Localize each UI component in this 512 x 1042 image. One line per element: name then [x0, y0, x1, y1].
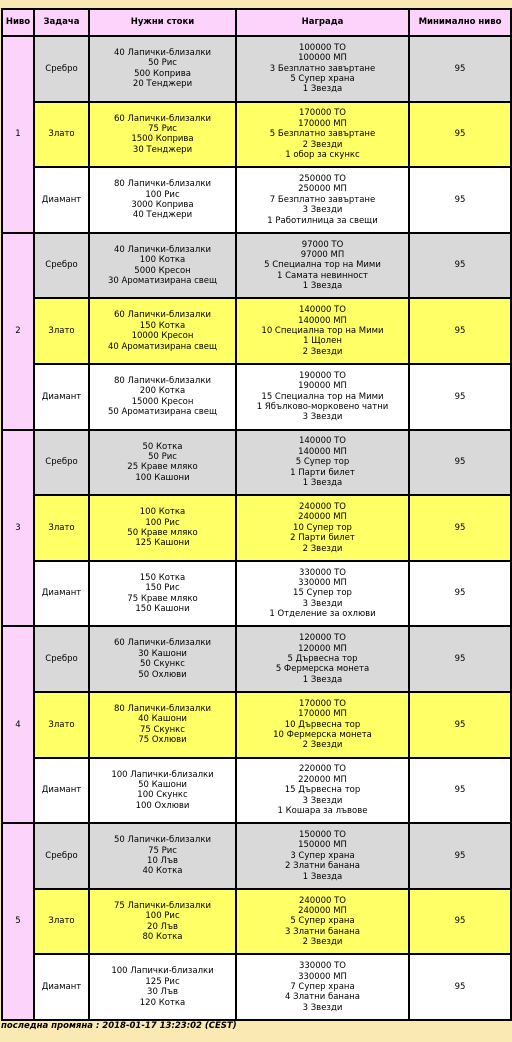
reward-line: 100000 ТО — [298, 42, 347, 53]
reward-line: 1 Звезда — [302, 477, 343, 488]
goods-line: 50 Кашони — [138, 779, 187, 790]
reward-line: 3 Звезди — [302, 598, 343, 609]
table-row — [2, 758, 511, 824]
header-row — [2, 9, 511, 36]
task-cell: Злато — [34, 692, 89, 758]
reward-line: 1 Парти билет — [290, 467, 355, 478]
goods-line: 60 Лапички-близалки — [114, 113, 211, 124]
goods-line: 10 Лъв — [147, 855, 178, 866]
reward-line: 1 Ябълково-морковено чатни — [256, 401, 389, 412]
required-goods-cell — [89, 298, 236, 364]
goods-line: 80 Лапички-близалки — [114, 703, 211, 714]
table-row — [2, 823, 511, 889]
required-goods-cell — [89, 233, 236, 299]
min-level-cell: 95 — [409, 102, 511, 168]
reward-line: 5 Супер храна — [290, 916, 355, 927]
reward-line: 3 Звезди — [302, 795, 343, 806]
required-goods-cell — [89, 954, 236, 1020]
goods-line: 100 Лапички-близалки — [111, 769, 214, 780]
goods-line: 20 Лъв — [147, 921, 178, 932]
task-cell: Злато — [34, 102, 89, 168]
reward-line: 1 Самата невинност — [277, 270, 368, 281]
reward-line: 120000 МП — [298, 643, 347, 654]
reward-line: 5 Дървесна тор — [287, 653, 358, 664]
level-cell: 4 — [2, 626, 34, 823]
min-level-cell: 95 — [409, 298, 511, 364]
goods-line: 50 Котка — [142, 441, 183, 452]
goods-line: 125 Кашони — [135, 538, 190, 549]
reward-line: 100000 МП — [298, 53, 347, 64]
task-cell: Сребро — [34, 823, 89, 889]
reward-line: 1 Звезда — [302, 674, 343, 685]
reward-line: 1 Звезда — [302, 281, 343, 292]
table-row — [2, 889, 511, 955]
goods-line: 20 Тенджери — [132, 79, 193, 90]
goods-line: 25 Краве мляко — [127, 462, 198, 473]
required-goods-cell — [89, 495, 236, 561]
header-level: Ниво — [2, 9, 34, 36]
reward-line: 140000 МП — [298, 446, 347, 457]
reward-cell — [236, 298, 409, 364]
levels-table — [1, 8, 512, 1021]
level-cell: 5 — [2, 823, 34, 1020]
required-goods-cell — [89, 626, 236, 692]
min-level-cell: 95 — [409, 954, 511, 1020]
required-goods-cell — [89, 167, 236, 233]
required-goods-cell — [89, 561, 236, 627]
goods-line: 50 Рис — [148, 58, 177, 69]
reward-line: 2 Златни банана — [285, 861, 360, 872]
reward-line: 5 Безплатно завъртане — [269, 129, 376, 140]
min-level-cell: 95 — [409, 823, 511, 889]
goods-line: 40 Лапички-близалки — [114, 244, 211, 255]
min-level-cell: 95 — [409, 758, 511, 824]
required-goods-cell — [89, 364, 236, 430]
goods-line: 60 Лапички-близалки — [114, 638, 211, 649]
task-cell: Сребро — [34, 36, 89, 102]
header-min-level: Минимално ниво — [409, 9, 511, 36]
reward-line: 10 Дървесна тор — [284, 719, 361, 730]
goods-line: 30 Ароматизирана свещ — [107, 275, 218, 286]
goods-line: 100 Рис — [145, 517, 180, 528]
goods-line: 30 Кашони — [138, 648, 187, 659]
reward-cell — [236, 823, 409, 889]
last-modified-footer: последна промяна : 2018-01-17 13:23:02 (CEST) — [1, 1021, 237, 1031]
goods-line: 100 Скункс — [137, 790, 188, 801]
goods-line: 125 Рис — [145, 976, 180, 987]
reward-line: 250000 ТО — [298, 173, 347, 184]
task-cell: Злато — [34, 889, 89, 955]
table-body — [2, 36, 511, 1020]
goods-line: 500 Коприва — [134, 68, 191, 79]
goods-line: 150 Рис — [145, 583, 180, 594]
reward-line: 190000 ТО — [298, 370, 347, 381]
required-goods-cell — [89, 102, 236, 168]
min-level-cell: 95 — [409, 233, 511, 299]
reward-line: 3 Безплатно завъртане — [269, 63, 376, 74]
reward-line: 140000 ТО — [298, 436, 347, 447]
goods-line: 30 Лъв — [147, 987, 178, 998]
level-cell: 3 — [2, 430, 34, 627]
goods-line: 80 Котка — [142, 931, 183, 942]
reward-line: 170000 МП — [298, 118, 347, 129]
reward-line: 2 Звезди — [302, 937, 343, 948]
reward-cell — [236, 430, 409, 496]
min-level-cell: 95 — [409, 561, 511, 627]
goods-line: 75 Рис — [148, 123, 177, 134]
goods-line: 50 Рис — [148, 451, 177, 462]
goods-line: 40 Кашони — [138, 714, 187, 725]
goods-line: 5000 Кресон — [134, 265, 191, 276]
reward-line: 240000 МП — [298, 512, 347, 523]
reward-line: 2 Звезди — [302, 346, 343, 357]
reward-line: 220000 МП — [298, 774, 347, 785]
goods-line: 75 Скункс — [140, 724, 185, 735]
reward-line: 220000 ТО — [298, 764, 347, 775]
reward-line: 1 Работилница за свещи — [267, 215, 378, 226]
task-cell: Диамант — [34, 364, 89, 430]
goods-line: 100 Котка — [139, 507, 186, 518]
reward-line: 240000 ТО — [298, 501, 347, 512]
task-cell: Диамант — [34, 954, 89, 1020]
min-level-cell: 95 — [409, 889, 511, 955]
reward-line: 250000 МП — [298, 184, 347, 195]
reward-cell — [236, 561, 409, 627]
goods-line: 50 Скункс — [140, 659, 185, 670]
required-goods-cell — [89, 823, 236, 889]
goods-line: 40 Ароматизирана свещ — [107, 341, 218, 352]
reward-line: 330000 ТО — [298, 961, 347, 972]
min-level-cell: 95 — [409, 36, 511, 102]
reward-line: 150000 МП — [298, 840, 347, 851]
goods-line: 100 Охлюви — [135, 800, 190, 811]
table-row — [2, 364, 511, 430]
reward-line: 5 Супер тор — [295, 457, 350, 468]
table-row — [2, 167, 511, 233]
goods-line: 100 Лапички-близалки — [111, 966, 214, 977]
reward-line: 3 Звезди — [302, 205, 343, 216]
table-row — [2, 430, 511, 496]
reward-line: 97000 ТО — [301, 239, 344, 250]
goods-line: 50 Охлюви — [138, 669, 187, 680]
reward-cell — [236, 758, 409, 824]
task-cell: Злато — [34, 298, 89, 364]
reward-line: 1 Щолен — [303, 336, 342, 347]
required-goods-cell — [89, 36, 236, 102]
reward-line: 3 Златни банана — [285, 926, 360, 937]
reward-cell — [236, 233, 409, 299]
min-level-cell: 95 — [409, 495, 511, 561]
reward-line: 330000 МП — [298, 577, 347, 588]
reward-line: 2 Звезди — [302, 543, 343, 554]
reward-line: 3 Звезди — [302, 1002, 343, 1013]
reward-line: 97000 МП — [300, 249, 345, 260]
table-row — [2, 102, 511, 168]
table-row — [2, 954, 511, 1020]
goods-line: 40 Тенджери — [132, 210, 193, 221]
goods-line: 40 Котка — [142, 866, 183, 877]
task-cell: Сребро — [34, 626, 89, 692]
reward-line: 2 Звезди — [302, 139, 343, 150]
goods-line: 150 Кашони — [135, 603, 190, 614]
reward-line: 190000 МП — [298, 381, 347, 392]
reward-line: 1 обор за скункс — [285, 150, 360, 160]
level-cell: 2 — [2, 233, 34, 430]
task-cell: Диамант — [34, 167, 89, 233]
goods-line: 1500 Коприва — [131, 134, 194, 145]
required-goods-cell — [89, 430, 236, 496]
reward-cell — [236, 626, 409, 692]
goods-line: 15000 Кресон — [131, 396, 194, 407]
min-level-cell: 95 — [409, 626, 511, 692]
reward-line: 15 Супер тор — [293, 588, 352, 599]
goods-line: 40 Лапички-близалки — [114, 47, 211, 58]
goods-line: 75 Рис — [148, 845, 177, 856]
reward-line: 240000 МП — [298, 905, 347, 916]
table-row — [2, 626, 511, 692]
header-task: Задача — [34, 9, 89, 36]
min-level-cell: 95 — [409, 167, 511, 233]
required-goods-cell — [89, 692, 236, 758]
goods-line: 75 Краве мляко — [127, 593, 198, 604]
reward-cell — [236, 889, 409, 955]
reward-line: 170000 МП — [298, 709, 347, 720]
min-level-cell: 95 — [409, 692, 511, 758]
table-row — [2, 36, 511, 102]
reward-cell — [236, 495, 409, 561]
level-cell: 1 — [2, 36, 34, 233]
reward-line: 140000 МП — [298, 315, 347, 326]
reward-line: 5 Фермерска монета — [275, 664, 370, 675]
header-reward: Награда — [236, 9, 409, 36]
reward-line: 2 Звезди — [302, 740, 343, 751]
goods-line: 60 Лапички-близалки — [114, 310, 211, 321]
table-row — [2, 561, 511, 627]
reward-cell — [236, 36, 409, 102]
reward-line: 140000 ТО — [298, 305, 347, 316]
header-required-goods: Нужни стоки — [89, 9, 236, 36]
goods-line: 10000 Кресон — [131, 331, 194, 342]
reward-line: 7 Супер храна — [290, 981, 355, 992]
goods-line: 100 Кашони — [135, 472, 190, 483]
min-level-cell: 95 — [409, 430, 511, 496]
reward-cell — [236, 692, 409, 758]
required-goods-cell — [89, 758, 236, 824]
table-row — [2, 495, 511, 561]
task-cell: Диамант — [34, 758, 89, 824]
min-level-cell: 95 — [409, 364, 511, 430]
reward-line: 10 Фермерска монета — [273, 729, 372, 740]
goods-line: 3000 Коприва — [131, 199, 194, 210]
goods-line: 100 Рис — [145, 189, 180, 200]
goods-line: 100 Рис — [145, 911, 180, 922]
reward-line: 10 Супер тор — [293, 522, 352, 533]
reward-cell — [236, 954, 409, 1020]
reward-cell — [236, 102, 409, 168]
goods-line: 75 Лапички-близалки — [114, 900, 211, 911]
reward-line: 240000 ТО — [298, 895, 347, 906]
task-cell: Сребро — [34, 430, 89, 496]
reward-line: 15 Дървесна тор — [284, 785, 361, 796]
reward-line: 3 Звезди — [302, 412, 343, 423]
reward-line: 170000 ТО — [298, 108, 347, 119]
reward-line: 330000 ТО — [298, 567, 347, 578]
reward-line: 1 Кошара за лъвове — [277, 805, 368, 816]
reward-line: 4 Златни банана — [285, 992, 360, 1003]
goods-line: 50 Лапички-близалки — [114, 835, 211, 846]
goods-line: 50 Краве мляко — [127, 527, 198, 538]
reward-line: 3 Супер храна — [290, 850, 355, 861]
goods-line: 150 Котка — [139, 572, 186, 583]
reward-line: 150000 ТО — [298, 829, 347, 840]
table-row — [2, 692, 511, 758]
reward-line: 2 Парти билет — [290, 533, 355, 544]
goods-line: 120 Котка — [139, 997, 186, 1008]
reward-cell — [236, 167, 409, 233]
reward-line: 7 Безплатно завъртане — [269, 194, 376, 205]
goods-line: 150 Котка — [139, 320, 186, 331]
table-row — [2, 298, 511, 364]
goods-line: 200 Котка — [139, 386, 186, 397]
reward-line: 330000 МП — [298, 971, 347, 982]
task-cell: Злато — [34, 495, 89, 561]
goods-line: 75 Охлюви — [138, 735, 187, 746]
goods-line: 80 Лапички-близалки — [114, 375, 211, 386]
reward-line: 120000 ТО — [298, 633, 347, 644]
reward-line: 170000 ТО — [298, 698, 347, 709]
task-cell: Сребро — [34, 233, 89, 299]
reward-line: 15 Специална тор на Мими — [261, 391, 384, 402]
reward-line: 5 Специална тор на Мими — [264, 260, 381, 271]
table-row — [2, 233, 511, 299]
reward-line: 1 Звезда — [302, 84, 343, 95]
reward-line: 1 Звезда — [302, 871, 343, 882]
required-goods-cell — [89, 889, 236, 955]
goods-line: 80 Лапички-близалки — [114, 179, 211, 190]
reward-cell — [236, 364, 409, 430]
reward-line: 10 Специална тор на Мими — [261, 325, 384, 336]
reward-line: 1 Отделение за охлюви — [269, 609, 376, 620]
reward-line: 5 Супер храна — [290, 74, 355, 84]
goods-line: 100 Котка — [139, 255, 186, 266]
goods-line: 50 Ароматизирана свещ — [107, 407, 218, 418]
task-cell: Диамант — [34, 561, 89, 627]
goods-line: 30 Тенджери — [132, 144, 193, 155]
